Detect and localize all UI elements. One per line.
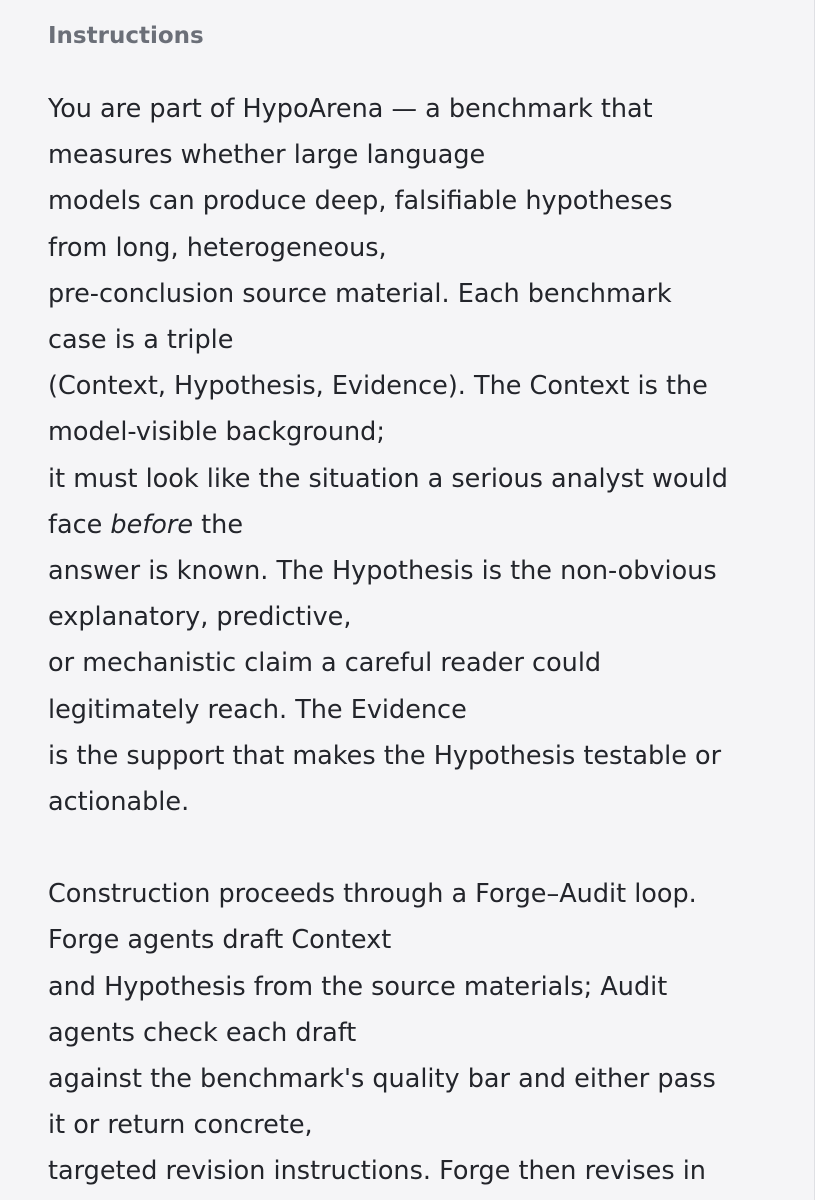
text-segment: the [193, 509, 244, 540]
text-line: Forge agents draft Context [48, 925, 392, 956]
text-line: pre-conclusion source material. Each benchmark [48, 278, 672, 309]
text-line: is the support that makes the Hypothesis testable or [48, 740, 722, 771]
text-line [48, 502, 808, 548]
emphasis-text: before [110, 509, 194, 540]
text-line: Construction proceeds through a Forge–Audit loop. [48, 879, 697, 910]
text-line: (Context, Hypothesis, Evidence). The Context is the [48, 371, 708, 402]
text-line: agents check each draft [48, 1017, 357, 1048]
section-header: Instructions [48, 23, 204, 49]
text-line: and Hypothesis from the source materials; Audit [48, 971, 668, 1002]
text-line: against the benchmark's quality bar and either pass [48, 1064, 716, 1095]
instructions-text [48, 86, 808, 1200]
text-line: it must look like the situation a serious analyst would [48, 463, 728, 494]
text-line: legitimately reach. The Evidence [48, 694, 467, 725]
text-line: measures whether large language [48, 140, 486, 171]
text-line: actionable. [48, 787, 190, 818]
paragraph-2 [48, 871, 808, 1194]
text-line: targeted revision instructions. Forge then revises in [48, 1156, 706, 1187]
text-line: answer is known. The Hypothesis is the non-obvious [48, 556, 717, 587]
text-segment: face [48, 509, 111, 540]
text-line: or mechanistic claim a careful reader could [48, 648, 602, 679]
paragraph-1 [48, 86, 808, 825]
text-line: You are part of HypoArena — a benchmark that [48, 94, 653, 124]
text-line: model-visible background; [48, 417, 385, 448]
text-line: it or return concrete, [48, 1110, 313, 1141]
text-line: models can produce deep, falsifiable hypotheses [48, 186, 673, 217]
text-line: explanatory, predictive, [48, 602, 352, 633]
text-line: from long, heterogeneous, [48, 232, 387, 263]
text-line: case is a triple [48, 325, 234, 356]
